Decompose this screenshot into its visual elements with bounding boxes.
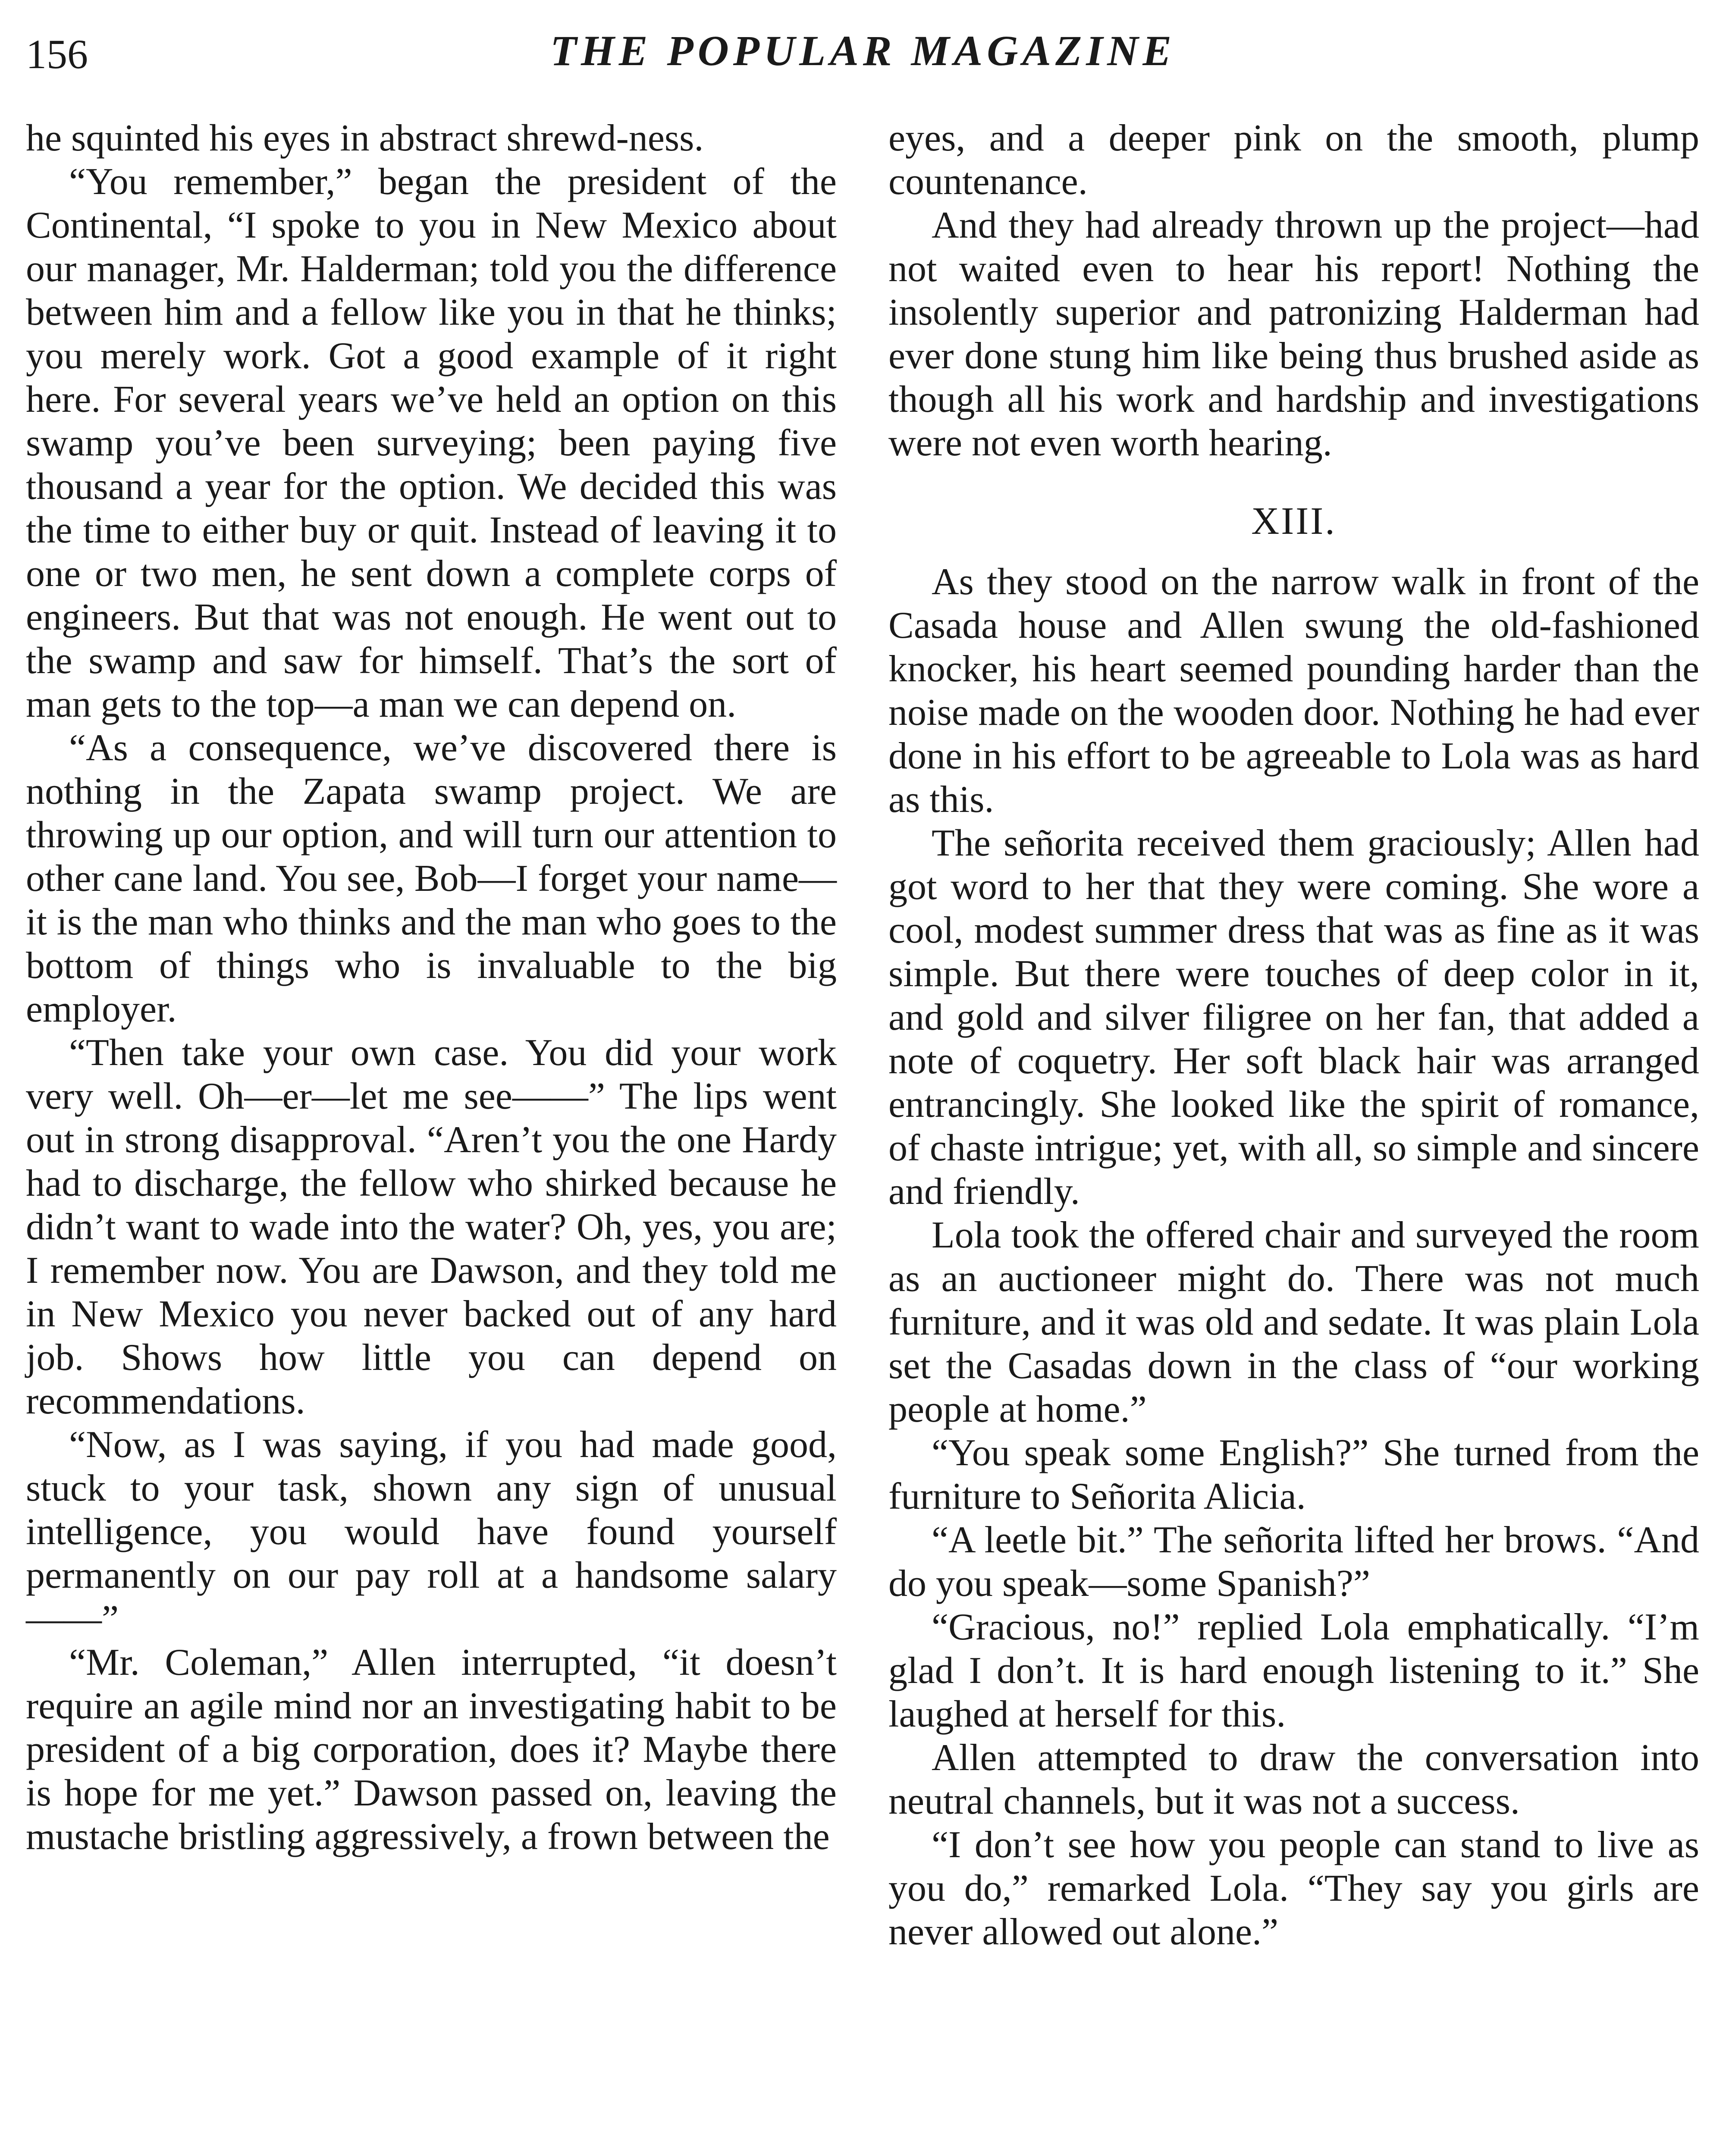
chapter-heading: XIII. [1251, 500, 1337, 542]
paragraph: And they had already thrown up the project—had not waited even to hear his report! Nothing the insolently superior and patronizing Halderman had ever done stung him like being thus brushed aside as though all his work and hardship and investigations were not even worth hearing. [888, 204, 1699, 464]
left-column [26, 116, 837, 1858]
paragraph: The señorita received them graciously; Allen had got word to her that they were coming. She wore a cool, modest summer dress that was as fine as it was simple. But there were touches of deep color in it, and gold and silver filigree on her fan, that added a note of coquetry. Her soft black hair was arranged entrancingly. She looked like the spirit of romance, of chaste intrigue; yet, with all, so simple and sincere and friendly. [888, 822, 1699, 1213]
running-head: THE POPULAR MAGAZINE [550, 27, 1176, 75]
paragraph: As they stood on the narrow walk in front of the Casada house and Allen swung the old-fashioned knocker, his heart seemed pounding harder than the noise made on the wooden door. Nothing he had ever done in his effort to be agreeable to Lola was as hard as this. [888, 561, 1699, 821]
page-number: 156 [26, 31, 88, 77]
right-column [888, 116, 1699, 1954]
paragraph: “Now, as I was saying, if you had made good, stuck to your task, shown any sign of unusual intelligence, you would have found yourself permanently on our pay roll at a handsome salary ——” [26, 1424, 837, 1640]
paragraph: “A leetle bit.” The señorita lifted her brows. “And do you speak—some Spanish?” [888, 1519, 1699, 1604]
paragraph: he squinted his eyes in abstract shrewd-ness. [26, 117, 704, 159]
paragraph: Allen attempted to draw the conversation into neutral channels, but it was not a success. [888, 1737, 1699, 1822]
paragraph: “Gracious, no!” replied Lola emphatically. “I’m glad I don’t. It is hard enough listening to it.” She laughed at herself for this. [888, 1606, 1699, 1735]
page-header [26, 26, 1700, 95]
paragraph: Lola took the offered chair and surveyed the room as an auctioneer might do. There was not much furniture, and it was old and sedate. It was plain Lola set the Casadas down in the class of “our working people at home.” [888, 1214, 1699, 1430]
paragraph: “Then take your own case. You did your work very well. Oh—er—let me see——” The lips went out in strong disapproval. “Aren’t you the one Hardy had to discharge, the fellow who shirked because he didn’t want to wade into the water? Oh, yes, you are; I remember now. You are Dawson, and they told me in New Mexico you never backed out of any hard job. Shows how little you can depend on recommendations. [26, 1032, 837, 1422]
paragraph: eyes, and a deeper pink on the smooth, plump countenance. [888, 117, 1699, 203]
paragraph: “You speak some English?” She turned from the furniture to Señorita Alicia. [888, 1432, 1699, 1517]
paragraph: “Mr. Coleman,” Allen interrupted, “it doesn’t require an agile mind nor an investigating habit to be president of a big corporation, does it? Maybe there is hope for me yet.” Dawson passed on, leaving the mustache bristling aggressively, a frown between the [26, 1642, 837, 1858]
paragraph: “You remember,” began the president of the Continental, “I spoke to you in New Mexico about our manager, Mr. Halderman; told you the difference between him and a fellow like you in that he thinks; you merely work. Got a good example of it right here. For several years we’ve held an option on this swamp you’ve been surveying; been paying five thousand a year for the option. We decided this was the time to either buy or quit. Instead of leaving it to one or two men, he sent down a complete corps of engineers. But that was not enough. He went out to the swamp and saw for himself. That’s the sort of man gets to the top—a man we can depend on. [26, 161, 837, 725]
paragraph: “I don’t see how you people can stand to live as you do,” remarked Lola. “They say you girls are never allowed out alone.” [888, 1824, 1699, 1953]
paragraph: “As a consequence, we’ve discovered there is nothing in the Zapata swamp project. We are throwing up our option, and will turn our attention to other cane land. You see, Bob—I forget your name—it is the man who thinks and the man who goes to the bottom of things who is invaluable to the big employer. [26, 727, 837, 1030]
